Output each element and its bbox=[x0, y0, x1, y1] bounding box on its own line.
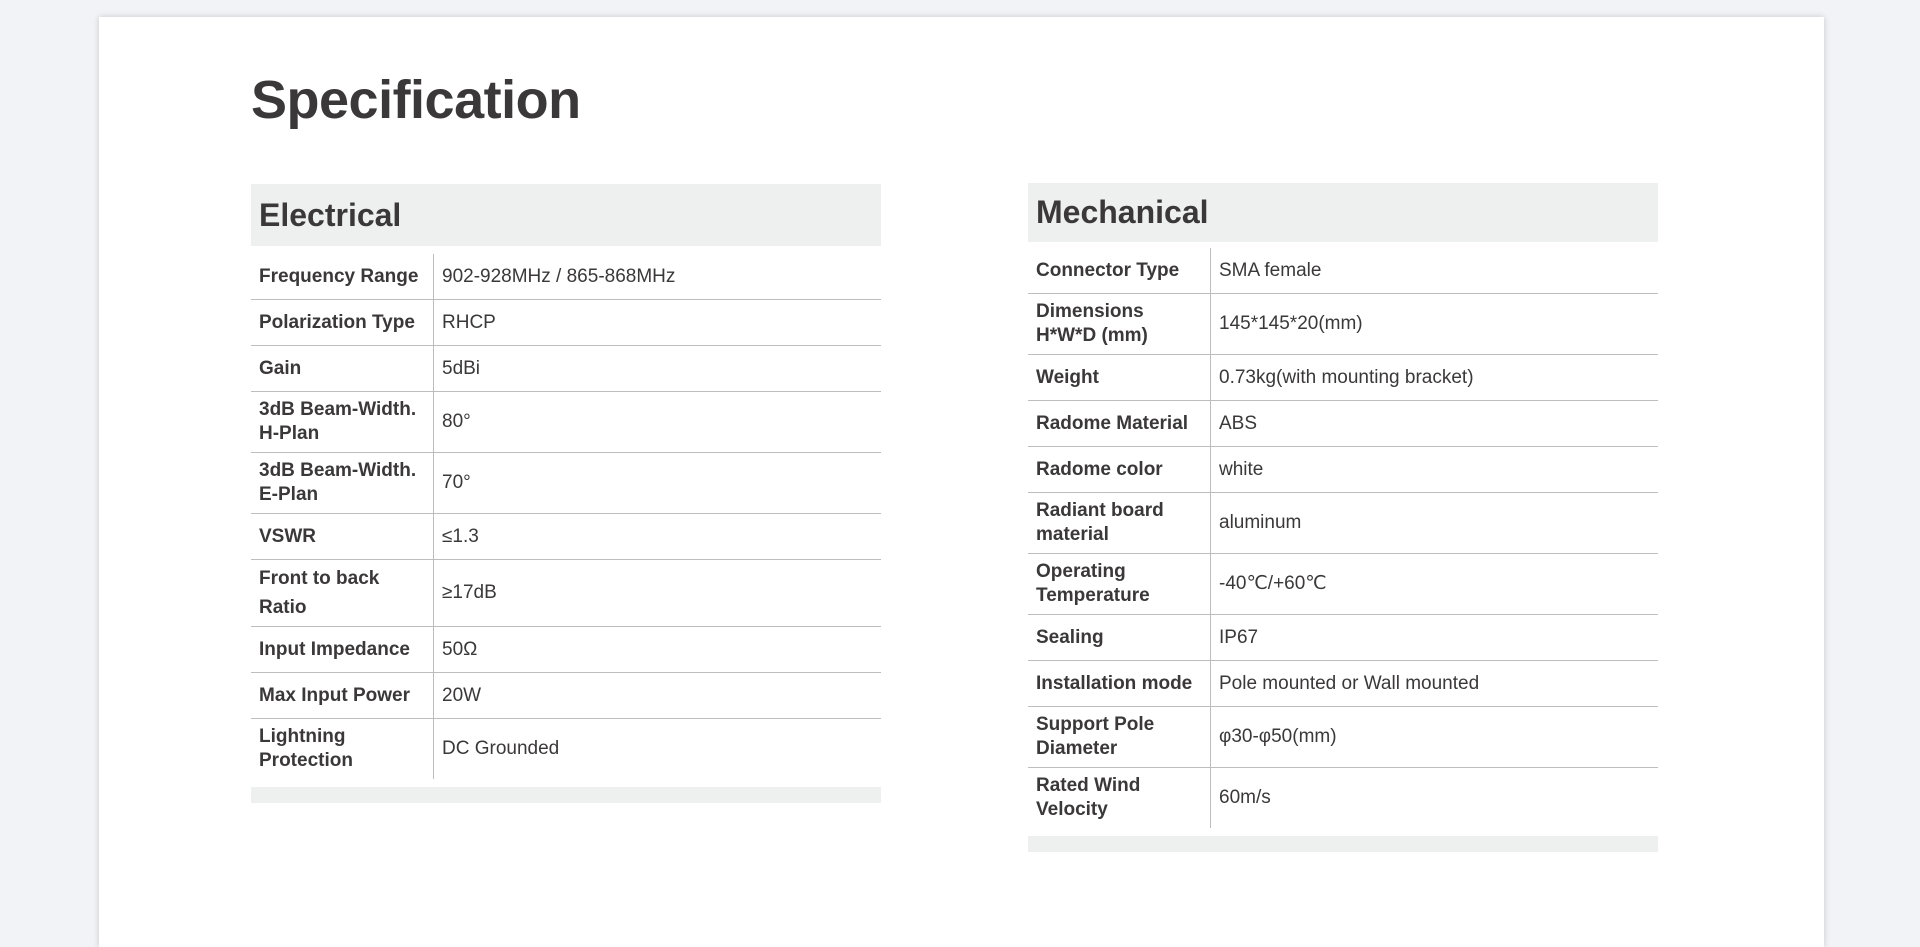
spec-value: white bbox=[1211, 447, 1659, 493]
spec-label: Polarization Type bbox=[251, 300, 434, 346]
table-row bbox=[251, 300, 881, 346]
electrical-spec-table bbox=[251, 254, 881, 779]
spec-value: SMA female bbox=[1211, 248, 1659, 294]
table-row bbox=[1028, 661, 1658, 707]
table-row bbox=[1028, 707, 1658, 768]
table-row bbox=[1028, 294, 1658, 355]
mechanical-spec-table bbox=[1028, 248, 1658, 828]
spec-value: ≤1.3 bbox=[434, 514, 882, 560]
table-row bbox=[251, 673, 881, 719]
spec-label: Operating Temperature bbox=[1028, 554, 1211, 615]
spec-value: 70° bbox=[434, 453, 882, 514]
spec-value: 20W bbox=[434, 673, 882, 719]
spec-value: φ30-φ50(mm) bbox=[1211, 707, 1659, 768]
spec-label: Connector Type bbox=[1028, 248, 1211, 294]
spec-label: Lightning Protection bbox=[251, 719, 434, 780]
spec-label: 3dB Beam-Width. E-Plan bbox=[251, 453, 434, 514]
table-row bbox=[1028, 248, 1658, 294]
spec-label: VSWR bbox=[251, 514, 434, 560]
spec-label: Sealing bbox=[1028, 615, 1211, 661]
spec-value: 5dBi bbox=[434, 346, 882, 392]
spec-label: Radiant board material bbox=[1028, 493, 1211, 554]
section-footer-bar bbox=[1028, 836, 1658, 852]
table-row bbox=[1028, 615, 1658, 661]
spec-label: Frequency Range bbox=[251, 254, 434, 300]
table-row bbox=[1028, 768, 1658, 829]
spec-label: Radome Material bbox=[1028, 401, 1211, 447]
electrical-spec-section bbox=[251, 184, 881, 803]
table-row bbox=[1028, 447, 1658, 493]
mechanical-heading: Mechanical bbox=[1028, 183, 1658, 242]
document-page bbox=[99, 17, 1824, 947]
spec-label: Gain bbox=[251, 346, 434, 392]
table-row bbox=[1028, 401, 1658, 447]
table-row bbox=[251, 392, 881, 453]
table-row bbox=[1028, 554, 1658, 615]
section-footer-bar bbox=[251, 787, 881, 803]
spec-value: Pole mounted or Wall mounted bbox=[1211, 661, 1659, 707]
page-title: Specification bbox=[251, 70, 581, 130]
spec-value: aluminum bbox=[1211, 493, 1659, 554]
table-row bbox=[251, 346, 881, 392]
spec-value: 145*145*20(mm) bbox=[1211, 294, 1659, 355]
spec-value: ABS bbox=[1211, 401, 1659, 447]
spec-label: Input Impedance bbox=[251, 627, 434, 673]
spec-value: RHCP bbox=[434, 300, 882, 346]
spec-label: Dimensions H*W*D (mm) bbox=[1028, 294, 1211, 355]
table-row bbox=[251, 560, 881, 627]
table-row bbox=[251, 453, 881, 514]
table-row bbox=[251, 719, 881, 780]
spec-label: Radome color bbox=[1028, 447, 1211, 493]
table-row bbox=[251, 254, 881, 300]
spec-label: Weight bbox=[1028, 355, 1211, 401]
spec-value: ≥17dB bbox=[434, 560, 882, 627]
table-row bbox=[251, 627, 881, 673]
spec-label: Installation mode bbox=[1028, 661, 1211, 707]
spec-value: 60m/s bbox=[1219, 787, 1271, 808]
spec-value: IP67 bbox=[1211, 615, 1659, 661]
electrical-heading: Electrical bbox=[251, 184, 881, 246]
spec-value: 902-928MHz / 865-868MHz bbox=[434, 254, 882, 300]
spec-value: DC Grounded bbox=[442, 738, 560, 759]
spec-value: 50Ω bbox=[434, 627, 882, 673]
spec-label: Rated Wind Velocity bbox=[1028, 768, 1211, 829]
spec-label: Support Pole Diameter bbox=[1028, 707, 1211, 768]
spec-value: 0.73kg(with mounting bracket) bbox=[1211, 355, 1659, 401]
spec-label: Front to back Ratio bbox=[251, 560, 434, 627]
table-row bbox=[1028, 355, 1658, 401]
table-row bbox=[251, 514, 881, 560]
spec-value: -40℃/+60℃ bbox=[1211, 554, 1659, 615]
mechanical-spec-section bbox=[1028, 183, 1658, 852]
table-row bbox=[1028, 493, 1658, 554]
spec-label: 3dB Beam-Width. H-Plan bbox=[251, 392, 434, 453]
spec-label: Max Input Power bbox=[251, 673, 434, 719]
spec-value: 80° bbox=[434, 392, 882, 453]
